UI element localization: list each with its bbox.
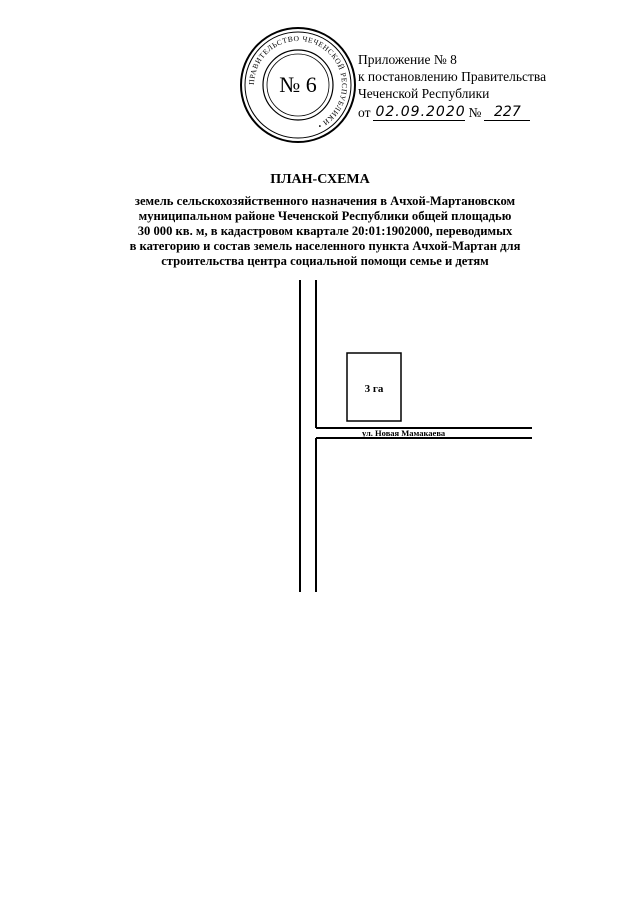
subtitle-line: земель сельскохозяйственного назначения в Ачхой-Мартановском — [134, 194, 516, 208]
subtitle-line: в категорию и состав земель населенного пункта Ачхой-Мартан для — [129, 239, 521, 253]
subtitle-line: строительства центра социальной помощи семье и детям — [161, 254, 489, 268]
annex-line-1: Приложение № 8 — [358, 52, 457, 67]
annex-line-3: Чеченской Республики — [358, 86, 490, 101]
number-prefix: № — [468, 105, 482, 120]
date-prefix: от — [358, 105, 371, 120]
seal-ring-text: ПРАВИТЕЛЬСТВО ЧЕЧЕНСКОЙ РЕСПУБЛИКИ • — [246, 33, 350, 131]
subtitle-line: 30 000 кв. м, в кадастровом квартале 20:01:1902000, переводимых — [137, 224, 513, 238]
street-name-label: ул. Новая Мамакаева — [362, 428, 446, 438]
handwritten-date: 02.09.2020 — [375, 104, 466, 120]
annex-line-2: к постановлению Правительства — [358, 69, 547, 84]
seal-number: № 6 — [279, 72, 317, 97]
subtitle-line: муниципальном районе Чеченской Республики общей площадью — [138, 209, 512, 223]
document-title: ПЛАН-СХЕМА — [270, 172, 370, 187]
handwritten-number: 227 — [484, 105, 530, 121]
plot-area-label: 3 га — [364, 383, 384, 395]
